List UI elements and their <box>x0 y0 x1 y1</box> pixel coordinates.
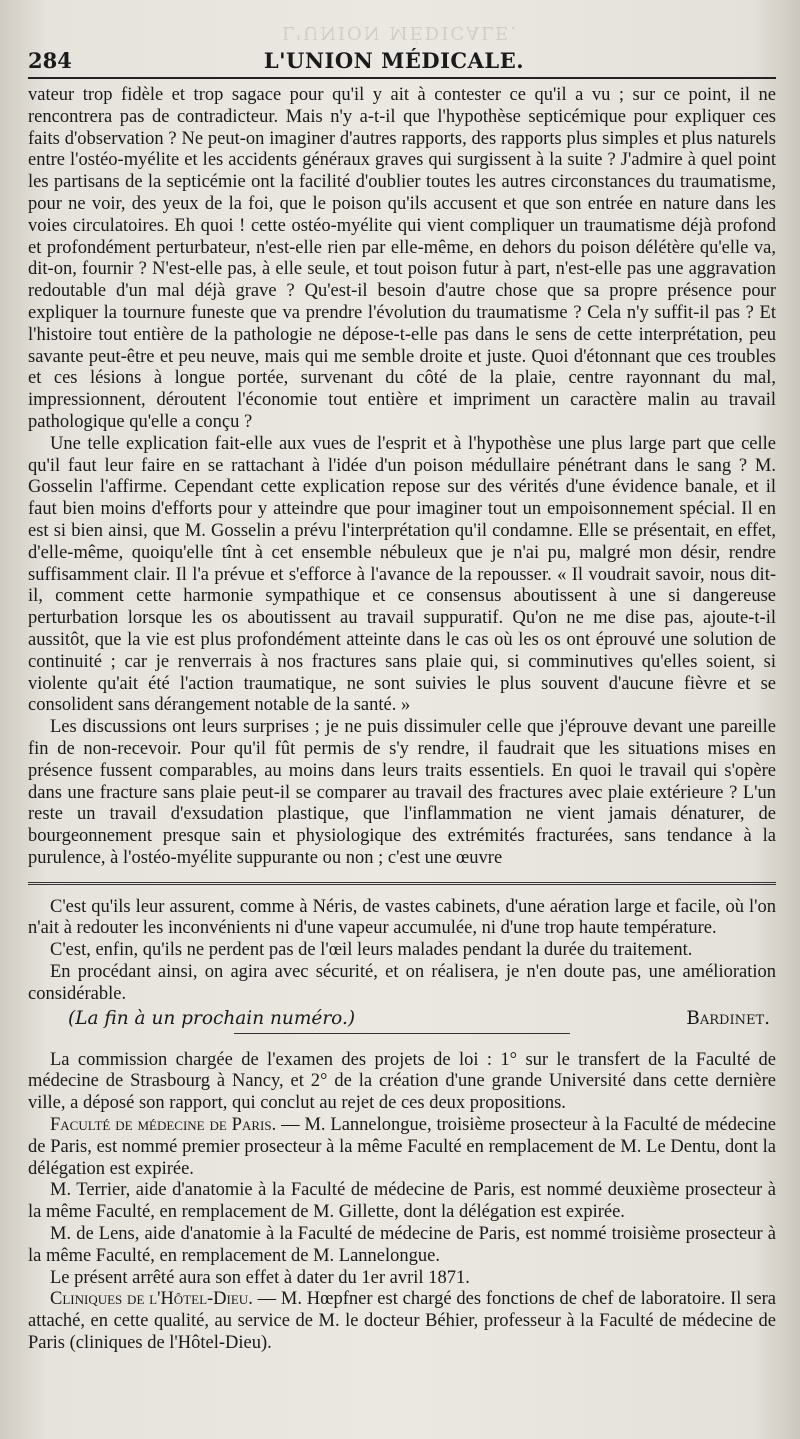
article-signoff <box>28 1008 776 1029</box>
news-item <box>28 1180 776 1224</box>
news-item-lead: Faculté de médecine de Paris. <box>50 1115 277 1136</box>
news-item-text: Le présent arrêté aura son effet à dater du 1er avril 1871. <box>50 1267 470 1288</box>
running-title: L'UNION MÉDICALE. <box>263 48 525 73</box>
continuation-note: (La fin à un prochain numéro.) <box>68 1007 356 1029</box>
news-divider <box>234 1033 571 1034</box>
section-divider <box>28 882 776 885</box>
news-item-text: — M. Hœpfner est chargé des fonctions de chef de laboratoire. Il sera attaché, en cette qualité, au service de M. le docteur Béhier, professeur à la Faculté de médecine de Paris (cliniques de l'Hôtel-Dieu). <box>28 1289 776 1354</box>
show-through-text: L'UNION MÉDICALE. <box>282 22 518 43</box>
news-section <box>28 1050 776 1355</box>
news-item-text: M. Terrier, aide d'anatomie à la Faculté de médecine de Paris, est nommé deuxième prosecteur à la même Faculté, en remplacement de M. Gillette, dont la délégation est expirée. <box>28 1180 776 1223</box>
article-paragraph: Une telle explication fait-elle aux vues de l'esprit et à l'hypothèse une plus large part que celle qu'il faut leur faire en se rattachant à l'idée d'un poison médullaire pénétrant dans le sang ? M. Gosselin l'affirme. Cependant cette explication repose sur des vérités d'une évidence banale, et il faut bien moins d'efforts pour y atteindre que pour imaginer tout un empoisonnement spécial. Il en est si bien ainsi, que M. Gosselin a prévu l'interprétation qu'il condamne. Elle se présentait, en effet, d'elle-même, quoiqu'elle tînt à cet ensemble nébuleux que je n'ai pu, malgré mon désir, rendre suffisamment clair. Il l'a prévue et s'efforce à l'avance de la repousser. « Il voudrait savoir, nous dit-il, comment cette harmonie sympathique et ce consensus aboutissent à une si dangereuse perturbation lorsque les os aboutissent au travail suppuratif. Qu'on ne me dise pas, ajoute-t-il aussitôt, que la vie est plus profondément atteinte dans le cas où les os ont éprouvé une solution de continuité ; car je renverrais à nos fractures sans plaie qui, si comminutives qu'elles soient, si violente qu'ait été l'action traumatique, ne sont suivies le plus souvent d'aucune fièvre et se consolident sans dérangement notable de la santé. » <box>28 433 776 716</box>
news-item <box>28 1224 776 1268</box>
news-item-text: — M. Lannelongue, troisième prosecteur à la Faculté de médecine de Paris, est nommé premier prosecteur à la même Faculté en remplacement de M. Le Dentu, dont la délégation est expirée. <box>28 1115 776 1179</box>
article-paragraph: vateur trop fidèle et trop sagace pour qu'il y ait à contester ce qu'il a vu ; sur ce point, il ne rencontrera pas de contradicteur. Mais n'y a-t-il que l'hypothèse septicémique pour expliquer ces faits d'observation ? Ne peut-on imaginer d'autres rapports, des rapports plus simples et plus naturels entre l'ostéo-myélite et les accidents généraux graves qui surgissent à la suite ? J'admire à quel point les partisans de la septicémie ont la facilité d'oublier toutes les autres circonstances du traumatisme, pour ne voir, des yeux de la foi, que le poison qu'ils accusent et que son entrée en nature dans les voies circulatoires. Eh quoi ! cette ostéo-myélite qui vient compliquer un traumatisme déjà profond et profondément perturbateur, n'est-elle rien par elle-même, en dehors du poison délétère qu'elle va, dit-on, fournir ? N'est-elle pas, à elle seule, et tout poison futur à part, n'est-elle pas une aggravation redoutable d'un mal déjà grave ? Qu'est-il besoin d'autre chose que sa propre présence pour expliquer la tournure funeste que va prendre l'évolution du traumatisme ? Cela n'y suffit-il pas ? Et l'histoire tout entière de la pathologie ne dépose-t-elle pas dans le sens de cette interprétation, peu savante peut-être et peu neuve, mais qui me semble droite et juste. Quoi d'étonnant que ces troubles et ces lésions à longue portée, survenant du côté de la plaie, centre rayonnant du mal, impressionnent, déroutent l'économie tout entière et impriment un caractère malin au travail pathologique qu'elle a conçu ? <box>28 85 776 432</box>
news-item <box>28 1050 776 1115</box>
author-signature: Bardinet. <box>686 1007 770 1029</box>
page-number: 284 <box>28 48 72 73</box>
second-article <box>28 897 776 1029</box>
main-article <box>28 85 776 870</box>
page-header <box>28 48 776 79</box>
news-item <box>28 1289 776 1354</box>
news-item-lead: Cliniques de l'Hôtel-Dieu. <box>50 1289 253 1310</box>
article-paragraph: C'est qu'ils leur assurent, comme à Néris, de vastes cabinets, d'une aération large et facile, où l'on n'ait à redouter les inconvénients ni d'une vapeur accumulée, ni d'une trop haute température. <box>28 896 776 939</box>
news-item-text: M. de Lens, aide d'anatomie à la Faculté de médecine de Paris, est nommé troisième prosecteur à la même Faculté, en remplacement de M. Lannelongue. <box>28 1224 776 1266</box>
article-paragraph: C'est, enfin, qu'ils ne perdent pas de l'œil leurs malades pendant la durée du traitement. <box>50 940 693 961</box>
news-item-text: La commission chargée de l'examen des projets de loi : 1° sur le transfert de la Faculté de médecine de Strasbourg à Nancy, et 2° de la création d'une grande Université dans cette dernière ville, a déposé son rapport, qui conclut au rejet de ces deux propositions. <box>28 1049 776 1114</box>
news-item <box>28 1268 776 1290</box>
article-paragraph: En procédant ainsi, on agira avec sécurité, et on réalisera, je n'en doute pas, une amélioration considérable. <box>28 962 776 1004</box>
article-paragraph: Les discussions ont leurs surprises ; je ne puis dissimuler celle que j'éprouve devant une pareille fin de non-recevoir. Pour qu'il fût permis de s'y rendre, il faudrait que les situations mises en présence fussent comparables, au moins dans leurs traits essentiels. En quoi le travail qui s'opère dans une fracture sans plaie peut-il se comparer au travail des fractures avec plaie extérieure ? L'un reste un travail d'exsudation plastique, que l'inflammation ne vient jamais dénaturer, de bourgeonnement presque sain et physiologique des extrémités fracturées, sans tendance à la purulence, à l'ostéo-myélite suppurante ou non ; c'est une œuvre <box>28 717 776 868</box>
news-item <box>28 1115 776 1180</box>
